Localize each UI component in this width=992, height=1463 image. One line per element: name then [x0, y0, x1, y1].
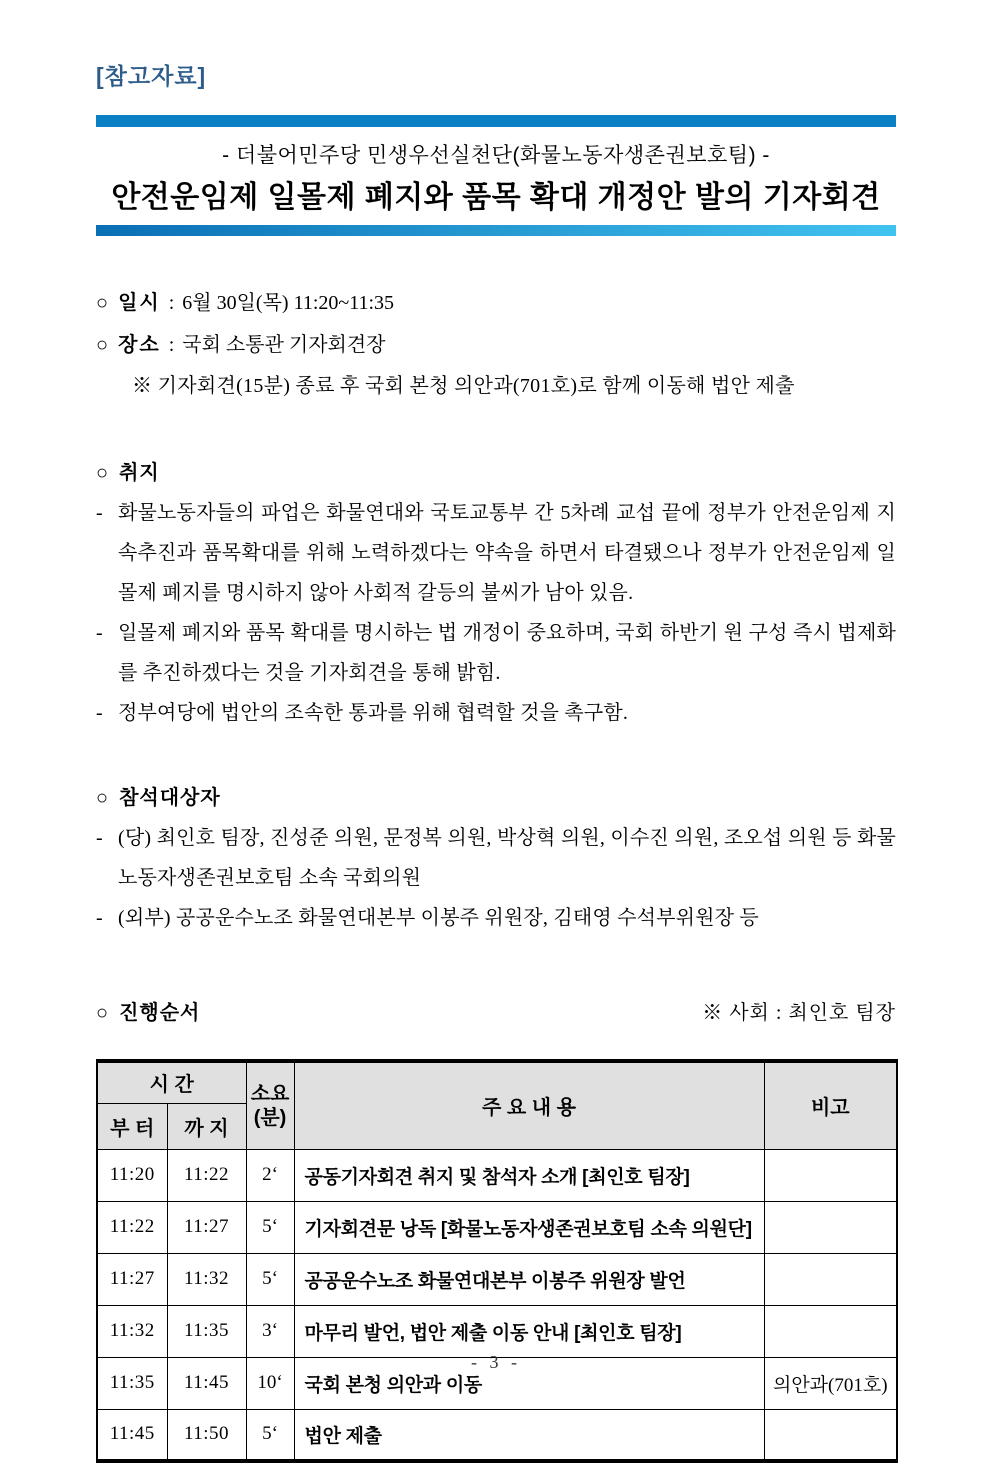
list-item	[96, 613, 896, 693]
schedule-heading: 진행순서	[119, 1002, 201, 1024]
dash-bullet: -	[96, 827, 103, 849]
meta-place-line	[96, 324, 896, 366]
cell-remark	[764, 1253, 897, 1305]
cell-to: 11:45	[167, 1357, 246, 1409]
attendees-item-text: (당) 최인호 팀장, 진성준 의원, 문정복 의원, 박상혁 의원, 이수진 의원, 조오섭 의원 등 화물노동자생존권보호팀 소속 국회의원	[118, 827, 896, 889]
cell-to: 11:32	[167, 1253, 246, 1305]
attendees-list	[96, 818, 896, 938]
header-subtitle: - 더불어민주당 민생우선실천단(화물노동자생존권보호팀) -	[222, 144, 770, 167]
cell-to: 11:27	[167, 1201, 246, 1253]
cell-from: 11:27	[97, 1253, 167, 1305]
page-title: 안전운임제 일몰제 폐지와 품목 확대 개정안 발의 기자회견	[111, 181, 881, 214]
list-item	[96, 818, 896, 898]
cell-duration: 3‘	[246, 1305, 294, 1357]
cell-duration: 5‘	[246, 1409, 294, 1461]
table-row	[97, 1305, 897, 1357]
attendees-heading: 참석대상자	[119, 787, 221, 809]
col-header-from: 부 터	[97, 1103, 167, 1149]
header-bottom-bar	[96, 225, 896, 236]
schedule-section	[96, 996, 896, 1463]
purpose-item-text: 정부여당에 법안의 조속한 통과를 위해 협력할 것을 촉구함.	[118, 702, 629, 724]
col-header-duration	[246, 1061, 294, 1149]
dash-bullet: -	[96, 702, 103, 724]
host-note: ※ 사회 : 최인호 팀장	[702, 1002, 896, 1024]
dash-bullet: -	[96, 907, 103, 929]
cell-duration: 10‘	[246, 1357, 294, 1409]
cell-remark	[764, 1409, 897, 1461]
meta-place-separator: :	[168, 334, 175, 356]
cell-to: 11:35	[167, 1305, 246, 1357]
purpose-heading: 취지	[119, 462, 160, 484]
cell-from: 11:32	[97, 1305, 167, 1357]
cell-duration: 5‘	[246, 1201, 294, 1253]
col-header-to: 까 지	[167, 1103, 246, 1149]
cell-to: 11:22	[167, 1149, 246, 1201]
circle-bullet-icon: ○	[96, 1002, 110, 1024]
col-header-content: 주 요 내 용	[294, 1061, 764, 1149]
col-header-duration-line1: 소요	[250, 1082, 290, 1105]
meta-date-separator: :	[168, 292, 175, 314]
cell-from: 11:22	[97, 1201, 167, 1253]
purpose-item-text: 화물노동자들의 파업은 화물연대와 국토교통부 간 5차례 교섭 끝에 정부가 안전운임제 지속추진과 품목확대를 위해 노력하겠다는 약속을 하면서 타결됐으나 정부가 안전운임제 일몰제 폐지를 명시하지 않아 사회적 갈등의 불씨가 남아 있음.	[118, 502, 896, 604]
cell-content: 마무리 발언, 법안 제출 이동 안내 [최인호 팀장]	[294, 1305, 764, 1357]
meta-section	[96, 282, 896, 406]
cell-remark	[764, 1201, 897, 1253]
attendees-heading-row	[96, 781, 896, 810]
header-top-bar	[96, 115, 896, 127]
purpose-section	[96, 456, 896, 733]
meta-note: ※ 기자회견(15분) 종료 후 국회 본청 의안과(701호)로 함께 이동해 법안 제출	[132, 375, 795, 397]
col-header-remark: 비고	[764, 1061, 897, 1149]
attendees-section	[96, 781, 896, 938]
meta-date-line	[96, 282, 896, 324]
cell-from: 11:45	[97, 1409, 167, 1461]
cell-from: 11:35	[97, 1357, 167, 1409]
cell-duration: 5‘	[246, 1253, 294, 1305]
meta-place-value: 국회 소통관 기자회견장	[182, 334, 386, 356]
cell-from: 11:20	[97, 1149, 167, 1201]
purpose-list	[96, 493, 896, 733]
table-row	[97, 1201, 897, 1253]
schedule-heading-row	[96, 996, 896, 1025]
cell-content: 국회 본청 의안과 이동	[294, 1357, 764, 1409]
purpose-heading-row	[96, 456, 896, 485]
dash-bullet: -	[96, 622, 103, 644]
purpose-item-text: 일몰제 폐지와 품목 확대를 명시하는 법 개정이 중요하며, 국회 하반기 원 구성 즉시 법제화를 추진하겠다는 것을 기자회견을 통해 밝힘.	[118, 622, 896, 684]
meta-date-label: 일시	[118, 292, 161, 314]
cell-content: 법안 제출	[294, 1409, 764, 1461]
table-row	[97, 1253, 897, 1305]
cell-remark	[764, 1149, 897, 1201]
list-item	[96, 493, 896, 613]
meta-place-label: 장소	[118, 334, 161, 356]
circle-bullet-icon: ○	[96, 462, 110, 484]
schedule-table	[96, 1059, 898, 1463]
list-item	[96, 693, 896, 733]
col-header-duration-line2: (분)	[253, 1106, 287, 1129]
schedule-heading-left	[96, 996, 200, 1025]
attendees-item-text: (외부) 공공운수노조 화물연대본부 이봉주 위원장, 김태영 수석부위원장 등	[118, 907, 759, 929]
cell-content: 기자회견문 낭독 [화물노동자생존권보호팀 소속 의원단]	[294, 1201, 764, 1253]
cell-duration: 2‘	[246, 1149, 294, 1201]
cell-content: 공동기자회견 취지 및 참석자 소개 [최인호 팀장]	[294, 1149, 764, 1201]
table-row	[97, 1149, 897, 1201]
circle-bullet-icon: ○	[96, 292, 109, 314]
cell-remark: 의안과(701호)	[764, 1357, 897, 1409]
page-number: - 3 -	[471, 1352, 521, 1372]
col-header-time: 시 간	[97, 1061, 246, 1103]
cell-remark	[764, 1305, 897, 1357]
doc-label: [참고자료]	[96, 63, 207, 89]
meta-date-value: 6월 30일(목) 11:20~11:35	[182, 292, 395, 314]
list-item	[96, 898, 896, 938]
table-row	[97, 1409, 897, 1461]
circle-bullet-icon: ○	[96, 787, 110, 809]
cell-to: 11:50	[167, 1409, 246, 1461]
cell-content: 공공운수노조 화물연대본부 이봉주 위원장 발언	[294, 1253, 764, 1305]
circle-bullet-icon: ○	[96, 334, 109, 356]
dash-bullet: -	[96, 502, 103, 524]
